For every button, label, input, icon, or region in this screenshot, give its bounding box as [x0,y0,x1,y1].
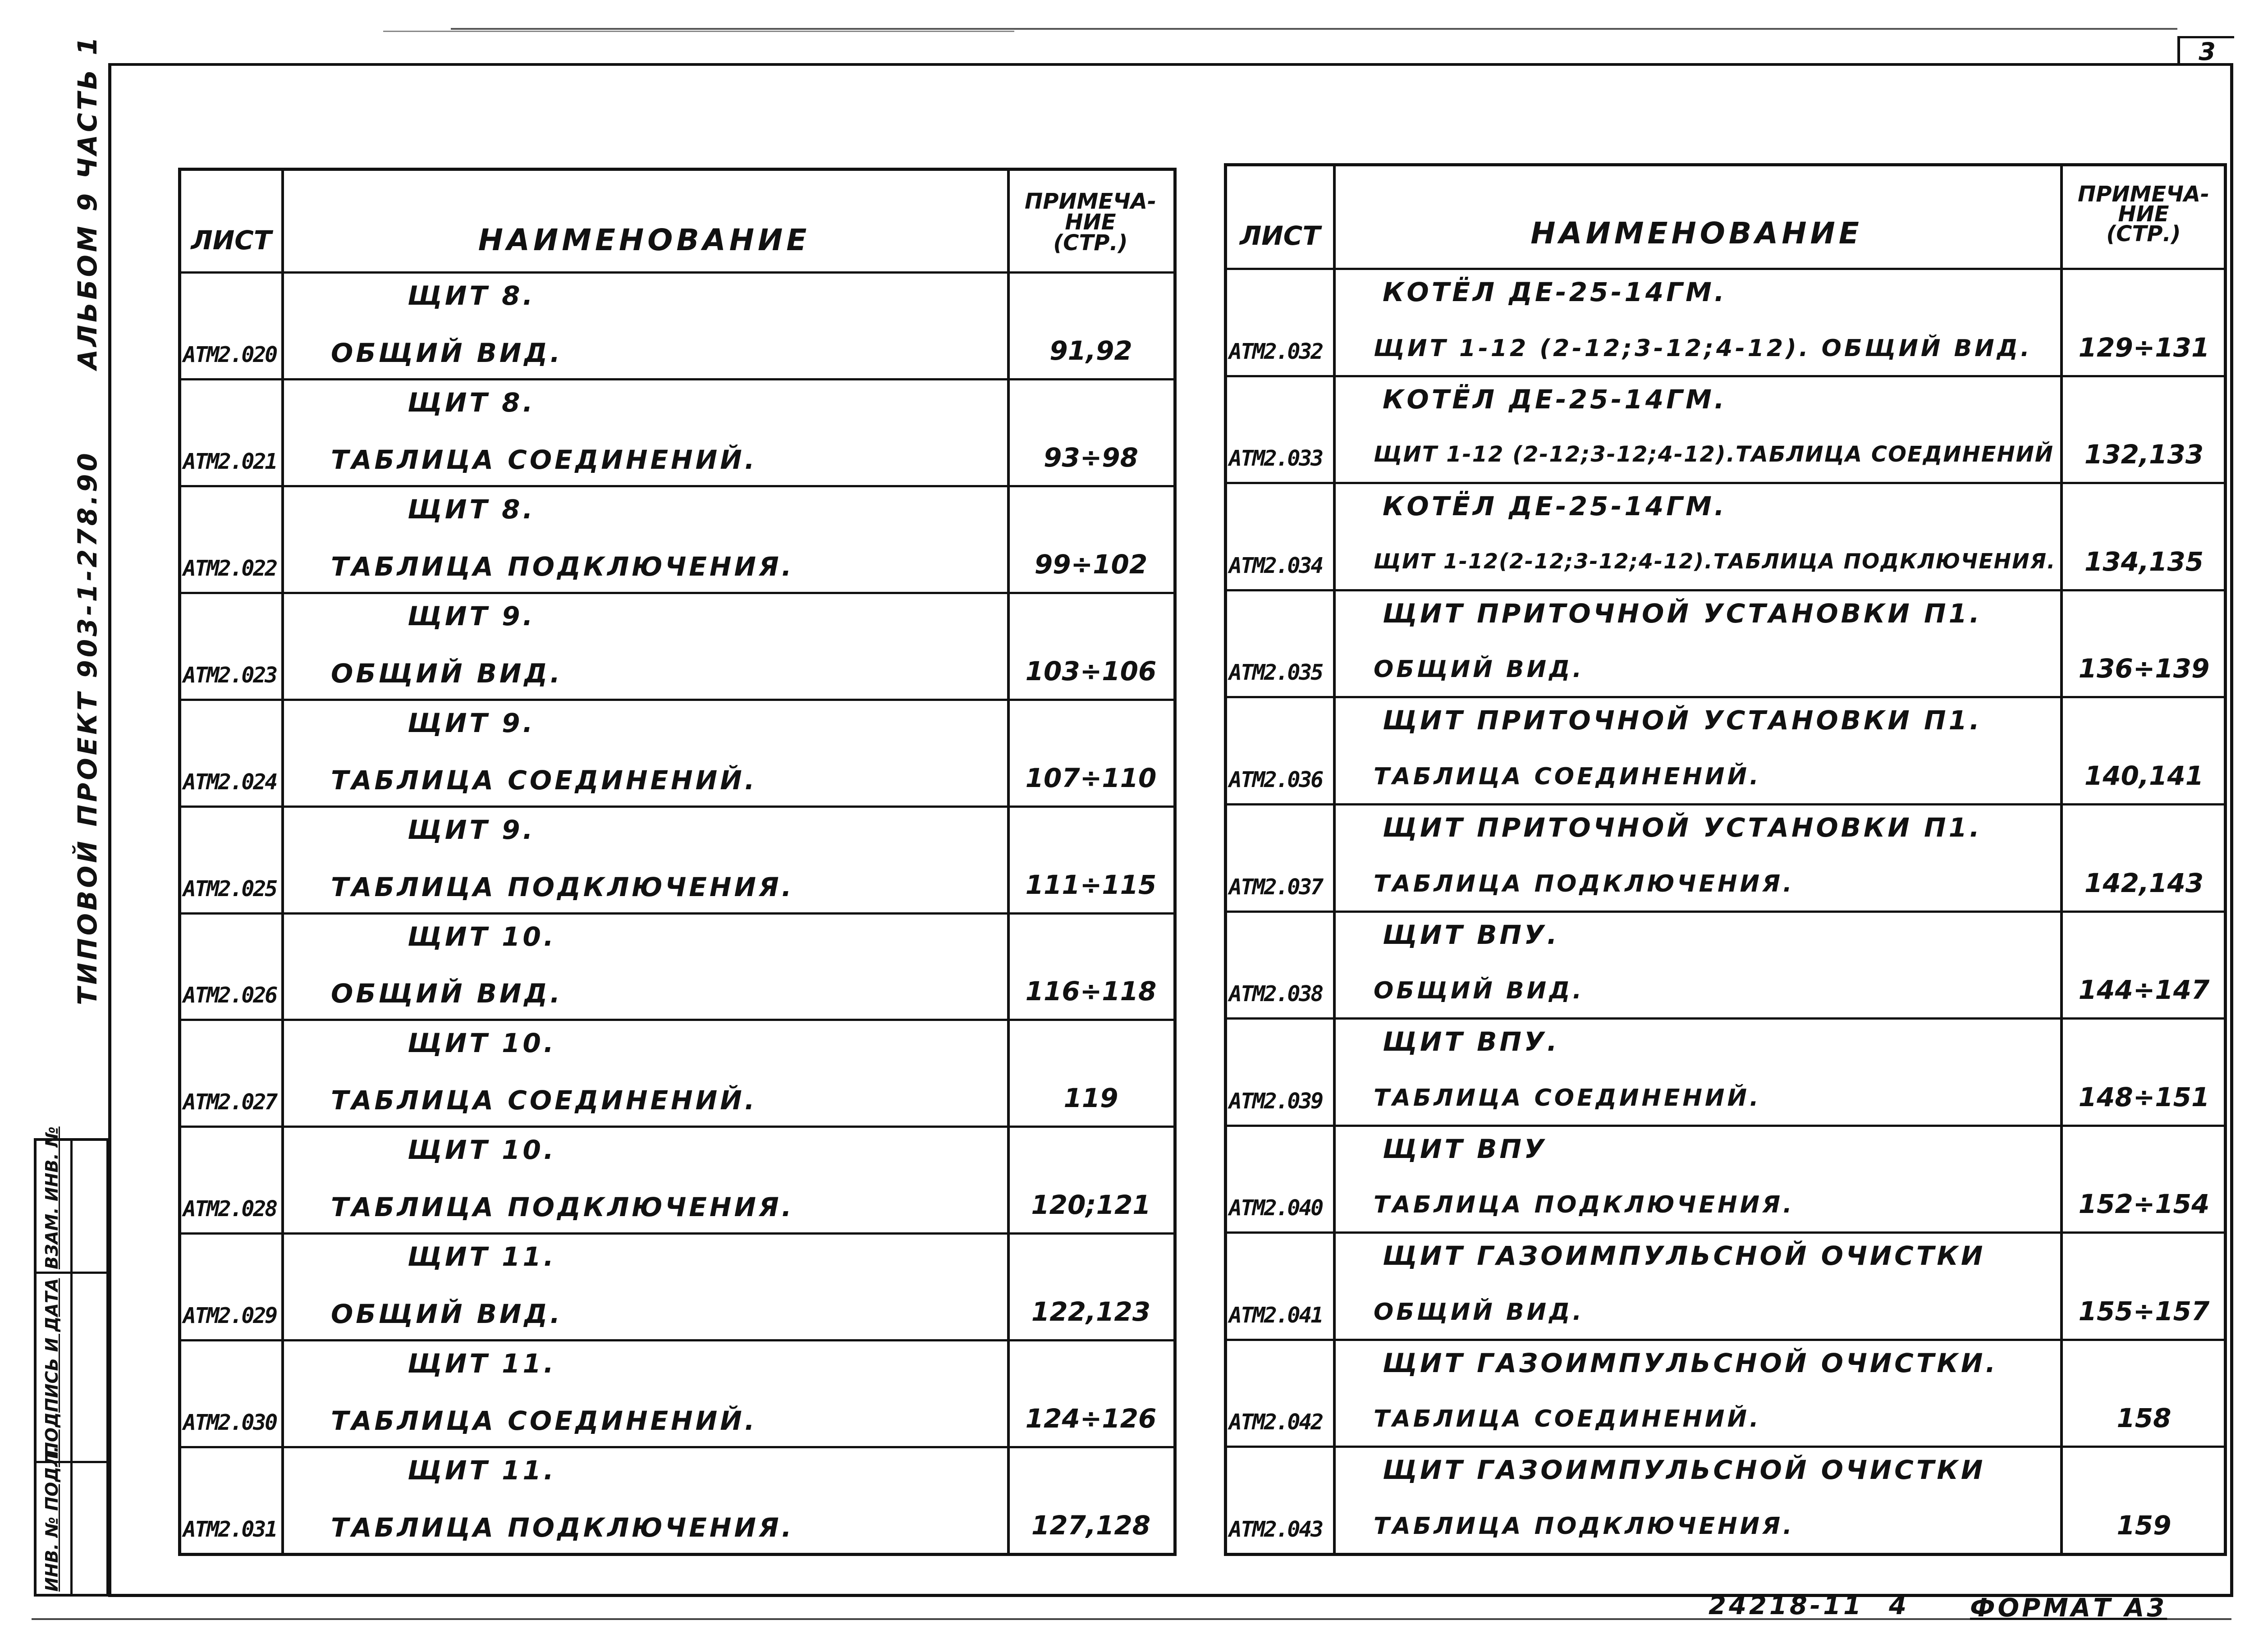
row-sheet-code: АТМ2.022 [183,555,277,581]
row-name-line2: ЩИТ 1-12 (2-12;3-12;4-12). ОБЩИЙ ВИД. [1374,334,2032,362]
row-name-line2: ТАБЛИЦА ПОДКЛЮЧЕНИЯ. [1374,1513,1795,1540]
header-note-line2: НИЕ [2118,201,2169,227]
header-name: НАИМЕНОВАНИЕ [478,223,811,257]
row-note: 127,128 [1031,1510,1151,1541]
row-divider [181,592,1173,594]
row-sheet-code: АТМ2.040 [1229,1195,1323,1221]
row-name-line2: ТАБЛИЦА ПОДКЛЮЧЕНИЯ. [331,1192,794,1223]
row-name-line2: ТАБЛИЦА СОЕДИНЕНИЙ. [331,1085,757,1116]
row-sheet-code: АТМ2.033 [1229,446,1323,471]
top-border-line [451,28,2177,30]
row-name-line1: ЩИТ 11. [408,1455,556,1486]
row-sheet-code: АТМ2.036 [1229,767,1323,792]
row-name-line2: ТАБЛИЦА ПОДКЛЮЧЕНИЯ. [1374,1191,1795,1219]
row-name-line1: ЩИТ ПРИТОЧНОЙ УСТАНОВКИ П1. [1383,598,1982,629]
row-divider [1227,1017,2224,1020]
row-note: 111÷115 [1025,869,1157,900]
row-note: 132,133 [2084,439,2204,470]
row-name-line1: КОТЁЛ ДЕ-25-14ГМ. [1383,277,1727,307]
row-name-line1: ЩИТ 8. [408,494,536,525]
stamp-label-inv: ИНВ. № ПОДЛ. [42,1446,62,1592]
row-name-line2: ОБЩИЙ ВИД. [331,978,563,1009]
row-divider [1227,375,2224,377]
row-sheet-code: АТМ2.024 [183,769,277,795]
side-album-label: АЛЬБОМ 9 ЧАСТЬ 1 [72,34,103,370]
row-note: 116÷118 [1025,976,1157,1007]
row-sheet-code: АТМ2.020 [183,342,277,367]
row-note: 124÷126 [1025,1403,1157,1434]
right-table [1224,163,2227,1556]
row-name-line1: ЩИТ ГАЗОИМПУЛЬСНОЙ ОЧИСТКИ [1383,1455,1986,1486]
row-divider [181,1019,1173,1021]
row-divider [181,699,1173,701]
row-divider [1227,589,2224,591]
header-note [2060,182,2227,247]
row-name-line1: ЩИТ 10. [408,921,556,952]
row-sheet-code: АТМ2.038 [1229,981,1323,1007]
row-sheet-code: АТМ2.023 [183,662,277,688]
row-name-line1: ЩИТ 9. [408,600,536,632]
row-name-line2: ОБЩИЙ ВИД. [1374,656,1585,683]
row-name-line2: ОБЩИЙ ВИД. [1374,977,1585,1005]
row-note: 159 [2117,1510,2172,1541]
header-sheet: ЛИСТ [191,225,272,256]
row-name-line1: ЩИТ ГАЗОИМПУЛЬСНОЙ ОЧИСТКИ [1383,1240,1986,1272]
row-sheet-code: АТМ2.043 [1229,1517,1323,1542]
row-sheet-code: АТМ2.026 [183,983,277,1008]
row-divider [181,1339,1173,1341]
row-sheet-code: АТМ2.028 [183,1196,277,1222]
row-name-line1: ЩИТ 8. [408,280,536,311]
header-note-line3: (СТР.) [1053,230,1128,256]
row-divider [1227,911,2224,913]
row-name-line1: ЩИТ ВПУ [1383,1133,1547,1164]
row-divider [1227,482,2224,484]
row-note: 148÷151 [2078,1081,2210,1112]
row-name-line1: ЩИТ 8. [408,387,536,418]
row-sheet-code: АТМ2.035 [1229,660,1323,686]
row-note: 93÷98 [1043,442,1139,473]
row-name-line2: ТАБЛИЦА СОЕДИНЕНИЙ. [1374,1084,1761,1112]
row-name-line1: КОТЁЛ ДЕ-25-14ГМ. [1383,384,1727,415]
row-name-line2: ТАБЛИЦА ПОДКЛЮЧЕНИЯ. [1374,870,1795,897]
row-divider [181,1232,1173,1235]
row-name-line2: ЩИТ 1-12 (2-12;3-12;4-12).ТАБЛИЦА СОЕДИНЕНИЙ [1374,442,2054,467]
row-name-line2: ТАБЛИЦА СОЕДИНЕНИЙ. [1374,1405,1761,1433]
stamp-label-replace: ВЗАМ. ИНВ. № [42,1126,62,1269]
row-name-line1: ЩИТ 9. [408,707,536,738]
row-note: 155÷157 [2078,1295,2210,1327]
row-divider [181,912,1173,915]
header-sheet: ЛИСТ [1240,220,1320,251]
stamp-label-signature: ПОДПИСЬ И ДАТА [42,1278,62,1456]
row-note: 142,143 [2084,867,2204,898]
row-name-line2: ТАБЛИЦА СОЕДИНЕНИЙ. [331,764,757,796]
row-note: 91,92 [1049,335,1132,366]
column-divider [2060,166,2063,1553]
row-sheet-code: АТМ2.025 [183,876,277,902]
row-note: 120;121 [1031,1190,1151,1221]
row-name-line2: ТАБЛИЦА ПОДКЛЮЧЕНИЯ. [331,871,794,902]
row-sheet-code: АТМ2.039 [1229,1088,1323,1114]
row-name-line2: ТАБЛИЦА СОЕДИНЕНИЙ. [1374,763,1761,790]
row-name-line1: ЩИТ 10. [408,1028,556,1059]
footer-sheet: 4 [1889,1591,1906,1620]
row-note: 103÷106 [1025,655,1157,686]
row-divider [1227,1125,2224,1127]
row-note: 136÷139 [2078,653,2210,684]
row-sheet-code: АТМ2.042 [1229,1409,1323,1435]
row-sheet-code: АТМ2.027 [183,1089,277,1115]
row-sheet-code: АТМ2.041 [1229,1302,1323,1328]
left-table [178,168,1177,1556]
row-name-line1: ЩИТ ВПУ. [1383,919,1560,950]
row-name-line2: ОБЩИЙ ВИД. [1374,1298,1585,1326]
stamp-divider [37,1272,106,1274]
row-sheet-code: АТМ2.031 [183,1517,277,1542]
header-note-line2: НИЕ [1065,210,1116,235]
row-name-line1: ЩИТ ГАЗОИМПУЛЬСНОЙ ОЧИСТКИ. [1383,1347,1998,1378]
top-border-line-faint [383,31,1014,32]
header-name: НАИМЕНОВАНИЕ [1530,216,1863,251]
row-note: 107÷110 [1025,762,1157,793]
row-divider [181,1446,1173,1448]
row-divider [181,485,1173,487]
row-name-line1: КОТЁЛ ДЕ-25-14ГМ. [1383,491,1727,522]
row-note: 122,123 [1031,1296,1151,1327]
row-name-line1: ЩИТ ПРИТОЧНОЙ УСТАНОВКИ П1. [1383,812,1982,843]
footer-format: ФОРМАТ А3 [1970,1593,2167,1623]
row-note: 99÷102 [1034,549,1148,580]
column-divider [1333,166,1336,1553]
row-name-line1: ЩИТ 11. [408,1241,556,1272]
row-name-line1: ЩИТ 11. [408,1348,556,1379]
row-name-line2: ОБЩИЙ ВИД. [331,337,563,368]
row-divider [181,805,1173,808]
header-note-line1: ПРИМЕЧА- [1025,189,1156,214]
row-name-line1: ЩИТ 10. [408,1135,556,1166]
row-sheet-code: АТМ2.021 [183,448,277,474]
header-divider [181,271,1173,274]
row-note: 140,141 [2084,760,2204,791]
stamp-divider [70,1141,73,1594]
row-note: 119 [1063,1083,1118,1114]
row-sheet-code: АТМ2.037 [1229,874,1323,900]
footer-doc-number: 24218-11 [1709,1591,1864,1620]
row-name-line2: ТАБЛИЦА ПОДКЛЮЧЕНИЯ. [331,1512,794,1543]
row-divider [181,378,1173,380]
row-sheet-code: АТМ2.030 [183,1410,277,1436]
row-name-line2: ОБЩИЙ ВИД. [331,1299,563,1330]
row-name-line1: ЩИТ ПРИТОЧНОЙ УСТАНОВКИ П1. [1383,705,1982,736]
header-note-line3: (СТР.) [2106,221,2181,247]
row-name-line1: ЩИТ ВПУ. [1383,1026,1560,1057]
row-note: 158 [2117,1403,2172,1434]
row-name-line1: ЩИТ 9. [408,814,536,845]
side-project-label: ТИПОВОЙ ПРОЕКТ 903-1-278.90 [72,450,103,1005]
row-sheet-code: АТМ2.034 [1229,553,1323,578]
page-number: 3 [2177,36,2234,65]
row-name-line2: ОБЩИЙ ВИД. [331,658,563,689]
row-divider [1227,696,2224,698]
row-note: 134,135 [2084,546,2204,577]
stamp-box [34,1126,109,1597]
row-sheet-code: АТМ2.029 [183,1303,277,1329]
row-name-line2: ТАБЛИЦА СОЕДИНЕНИЙ. [331,1405,757,1437]
row-divider [1227,1339,2224,1341]
row-note: 144÷147 [2078,975,2210,1006]
row-name-line2: ТАБЛИЦА ПОДКЛЮЧЕНИЯ. [331,551,794,582]
header-note [1007,189,1174,256]
row-note: 129÷131 [2078,332,2210,363]
row-name-line2: ТАБЛИЦА СОЕДИНЕНИЙ. [331,444,757,475]
row-sheet-code: АТМ2.032 [1229,339,1323,364]
row-divider [181,1126,1173,1128]
row-divider [1227,1446,2224,1448]
row-divider [1227,803,2224,805]
header-note-line1: ПРИМЕЧА- [2078,182,2209,207]
row-note: 152÷154 [2078,1189,2210,1220]
row-divider [1227,1231,2224,1234]
row-name-line2: ЩИТ 1-12(2-12;3-12;4-12).ТАБЛИЦА ПОДКЛЮЧЕНИЯ. [1374,549,2056,573]
header-divider [1227,268,2224,270]
